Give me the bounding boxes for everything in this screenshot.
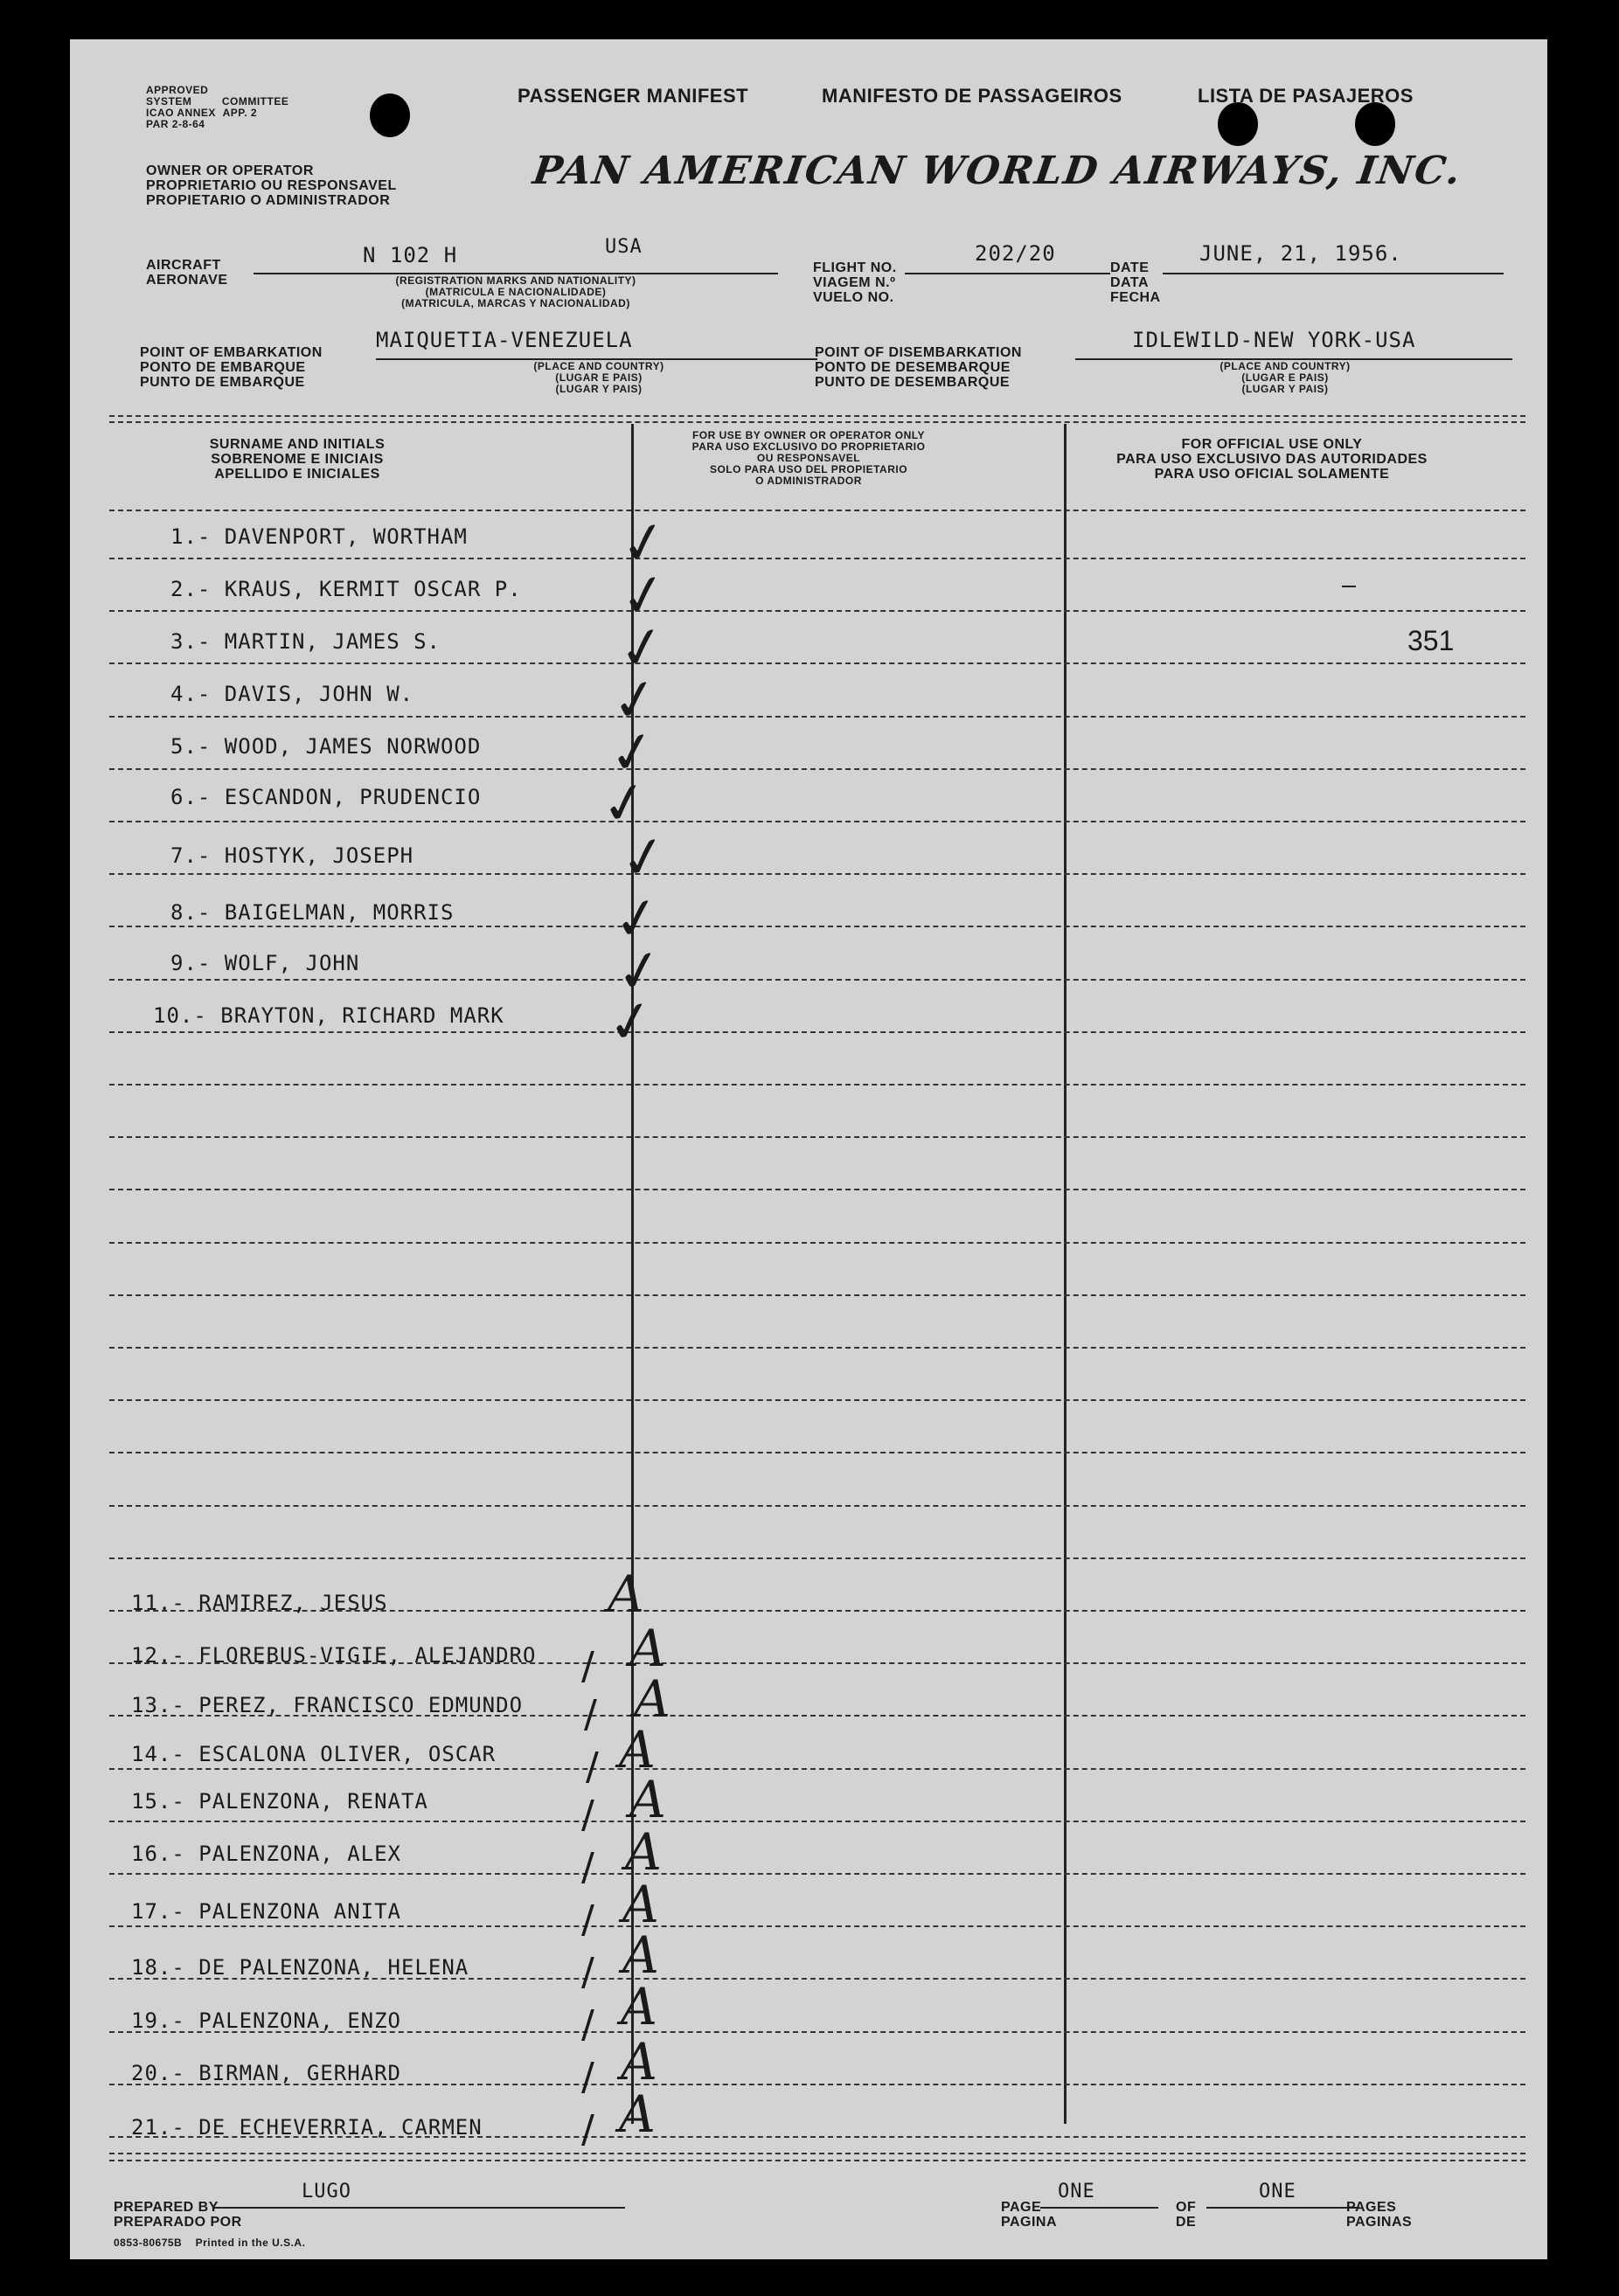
column-header-line: SURNAME AND INITIALS — [209, 437, 386, 452]
passenger-row: 2.- KRAUS, KERMIT OSCAR P. — [170, 577, 522, 601]
page-label — [1001, 2200, 1057, 2230]
column-header-line: FOR OFFICIAL USE ONLY — [1181, 437, 1363, 452]
table-bottom-rule — [109, 2160, 1525, 2161]
row-rule — [109, 1821, 1525, 1822]
check-mark: ✓ — [601, 986, 660, 1059]
aircraft-label — [146, 258, 228, 288]
column-header-line: PARA USO EXCLUSIVO DAS AUTORIDADES — [1116, 452, 1428, 467]
row-rule — [109, 873, 1525, 875]
embark-label-line: POINT OF EMBARKATION — [140, 345, 323, 360]
passenger-row: 19.- PALENZONA, ENZO — [131, 2008, 401, 2033]
disembark-value: IDLEWILD-NEW YORK-USA — [1132, 328, 1416, 352]
slash-mark: / — [581, 2055, 594, 2099]
row-rule — [109, 1031, 1525, 1033]
handwritten-a-mark: A — [619, 2084, 656, 2144]
row-rule — [109, 1399, 1525, 1401]
disembark-sublabel — [1158, 361, 1412, 395]
row-rule — [109, 1084, 1525, 1086]
of-label — [1176, 2200, 1196, 2230]
punch-hole — [370, 94, 410, 137]
airline-name: PAN AMERICAN WORLD AIRWAYS, INC. — [530, 149, 1465, 193]
official-note: 351 — [1407, 625, 1455, 656]
embark-sublabel-line: (LUGAR E PAIS) — [555, 371, 643, 384]
title-es: LISTA DE PASAJEROS — [1198, 85, 1414, 107]
passenger-row: 21.- DE ECHEVERRIA, CARMEN — [131, 2115, 483, 2140]
passenger-row: 9.- WOLF, JOHN — [170, 951, 360, 975]
aircraft-sublabel — [323, 275, 708, 309]
passenger-row: 16.- PALENZONA, ALEX — [131, 1842, 401, 1866]
column-header-line: O ADMINISTRADOR — [755, 475, 862, 487]
check-mark: ✓ — [610, 935, 669, 1009]
disembark-sublabel-line: (LUGAR E PAIS) — [1241, 371, 1329, 384]
header-bottom-rule — [109, 510, 1525, 511]
disembark-label-line: POINT OF DISEMBARKATION — [815, 345, 1022, 360]
approval-line: SYSTEM COMMITTEE — [146, 95, 289, 108]
embark-value: MAIQUETIA-VENEZUELA — [376, 328, 633, 352]
date-label-line: DATE — [1110, 260, 1150, 275]
handwritten-a-mark: A — [621, 2032, 657, 2091]
row-rule — [109, 1242, 1525, 1244]
check-mark: ✓ — [606, 664, 664, 738]
approval-line: ICAO ANNEX APP. 2 — [146, 107, 258, 119]
approval-line: PAR 2-8-64 — [146, 118, 205, 130]
passenger-row: 11.- RAMIREZ, JESUS — [131, 1591, 388, 1615]
flight-underline — [905, 273, 1110, 274]
column-header-line: APELLIDO E INICIALES — [214, 467, 380, 482]
date-label-line: DATA — [1110, 275, 1150, 290]
embark-sublabel — [472, 361, 726, 395]
embark-label-line: PONTO DE EMBARQUE — [140, 360, 306, 375]
column-header-line: PARA USO EXCLUSIVO DO PROPRIETARIO — [691, 440, 926, 453]
flight-label — [813, 260, 897, 305]
pages-label-line: PAGES — [1346, 2200, 1397, 2215]
passenger-row: 18.- DE PALENZONA, HELENA — [131, 1955, 469, 1980]
passenger-row: 20.- BIRMAN, GERHARD — [131, 2061, 401, 2085]
column-header-official — [1067, 437, 1477, 482]
disembark-label — [815, 345, 1022, 390]
slash-mark: / — [586, 1745, 599, 1789]
slash-mark: / — [581, 2107, 594, 2152]
row-rule — [109, 1347, 1525, 1349]
handwritten-a-mark: A — [629, 1770, 666, 1829]
disembark-label-line: PUNTO DE DESEMBARQUE — [815, 375, 1011, 390]
handwritten-a-mark: A — [622, 1925, 659, 1985]
check-mark: ✓ — [615, 559, 673, 633]
date-label-line: FECHA — [1110, 290, 1161, 305]
of-label-line: OF — [1176, 2200, 1197, 2215]
passenger-row: 12.- FLOREBUS-VIGIE, ALEJANDRO — [131, 1643, 537, 1668]
column-header-line: SOBRENOME E INICIAIS — [211, 452, 384, 467]
disembark-label-line: PONTO DE DESEMBARQUE — [815, 360, 1011, 375]
flight-label-line: VUELO NO. — [813, 290, 894, 305]
owner-label-line: PROPIETARIO O ADMINISTRADOR — [146, 193, 391, 208]
handwritten-a-mark: A — [634, 1669, 671, 1729]
column-header-line: SOLO PARA USO DEL PROPIETARIO — [709, 463, 908, 475]
row-rule — [109, 1873, 1525, 1875]
embark-label-line: PUNTO DE EMBARQUE — [140, 375, 305, 390]
passenger-row: 17.- PALENZONA ANITA — [131, 1899, 401, 1924]
prepared-value: LUGO — [302, 2181, 351, 2202]
official-dash — [1342, 586, 1356, 587]
embark-sublabel-line: (LUGAR Y PAIS) — [555, 383, 643, 395]
page-label-line: PAGINA — [1001, 2215, 1058, 2230]
column-header-owner — [625, 430, 992, 487]
manifest-sheet — [70, 39, 1547, 2259]
passenger-row: 3.- MARTIN, JAMES S. — [170, 629, 441, 654]
punch-hole — [1355, 102, 1395, 146]
slash-mark: / — [581, 1793, 594, 1837]
page-underline — [1040, 2207, 1158, 2209]
slash-mark: / — [581, 1845, 594, 1890]
date-value: JUNE, 21, 1956. — [1199, 241, 1402, 266]
passenger-row: 4.- DAVIS, JOHN W. — [170, 682, 414, 706]
printed-text: Printed in the U.S.A. — [195, 2237, 306, 2249]
approval-line: APPROVED — [146, 84, 209, 96]
disembark-sublabel-line: (PLACE AND COUNTRY) — [1219, 360, 1351, 372]
aircraft-sublabel-line: (MATRICULA E NACIONALIDADE) — [425, 286, 607, 298]
slash-mark: / — [581, 2002, 594, 2047]
handwritten-a-mark: A — [619, 1720, 656, 1779]
form-number — [114, 2237, 305, 2249]
slash-mark: / — [581, 1897, 594, 1942]
handwritten-a-mark: A — [629, 1619, 666, 1678]
row-rule — [109, 821, 1525, 822]
aircraft-label-line: AIRCRAFT — [146, 258, 221, 273]
check-mark: ✓ — [615, 507, 673, 580]
check-mark: ✓ — [595, 767, 654, 841]
table-top-rule — [109, 421, 1525, 423]
row-rule — [109, 979, 1525, 981]
page-value: ONE — [1058, 2181, 1095, 2202]
prepared-label — [114, 2200, 242, 2230]
of-label-line: DE — [1176, 2215, 1197, 2230]
aircraft-registration: N 102 H — [363, 243, 458, 267]
passenger-row: 14.- ESCALONA OLIVER, OSCAR — [131, 1742, 497, 1766]
handwritten-a-mark: A — [625, 1822, 662, 1882]
row-rule — [109, 768, 1525, 770]
column-header-line: FOR USE BY OWNER OR OPERATOR ONLY — [691, 429, 926, 441]
column-header-line: PARA USO OFICIAL SOLAMENTE — [1154, 467, 1390, 482]
check-mark: ✓ — [603, 717, 662, 790]
table-top-rule — [109, 415, 1525, 417]
column-header-line: OU RESPONSAVEL — [756, 452, 861, 464]
of-value: ONE — [1259, 2181, 1296, 2202]
handwritten-a-mark: A — [622, 1875, 659, 1934]
pages-label-line: PAGINAS — [1346, 2215, 1413, 2230]
prepared-label-line: PREPARADO POR — [114, 2215, 242, 2230]
passenger-row: 6.- ESCANDON, PRUDENCIO — [170, 785, 482, 809]
row-rule — [109, 1557, 1525, 1559]
column-divider — [1064, 424, 1067, 2124]
date-underline — [1163, 273, 1504, 274]
column-header-names — [157, 437, 437, 482]
punch-hole — [1218, 102, 1258, 146]
slash-mark: / — [581, 1644, 594, 1689]
row-rule — [109, 926, 1525, 927]
aircraft-nationality: USA — [605, 236, 643, 258]
approval-block — [146, 85, 288, 130]
passenger-row: 10.- BRAYTON, RICHARD MARK — [153, 1003, 504, 1028]
row-rule — [109, 610, 1525, 612]
pages-label — [1346, 2200, 1412, 2230]
embark-sublabel-line: (PLACE AND COUNTRY) — [533, 360, 664, 372]
check-mark: ✓ — [615, 822, 673, 895]
prepared-label-line: PREPARED BY — [114, 2200, 219, 2215]
passenger-row: 1.- DAVENPORT, WORTHAM — [170, 524, 468, 549]
page-label-line: PAGE — [1001, 2200, 1042, 2215]
aircraft-sublabel-line: (REGISTRATION MARKS AND NATIONALITY) — [395, 274, 636, 287]
row-rule — [109, 1768, 1525, 1770]
embark-label — [140, 345, 323, 390]
passenger-row: 5.- WOOD, JAMES NORWOOD — [170, 734, 482, 759]
owner-label-line: OWNER OR OPERATOR — [146, 163, 314, 178]
aircraft-sublabel-line: (MATRICULA, MARCAS Y NACIONALIDAD) — [401, 297, 630, 309]
row-rule — [109, 1505, 1525, 1507]
title-en: PASSENGER MANIFEST — [518, 85, 749, 107]
row-rule — [109, 1925, 1525, 1927]
check-mark: ✓ — [608, 883, 666, 956]
check-mark: ✓ — [613, 612, 671, 685]
handwritten-a-mark: A — [608, 1564, 644, 1624]
slash-mark: / — [584, 1692, 597, 1737]
row-rule — [109, 716, 1525, 718]
of-underline — [1206, 2207, 1359, 2209]
handwritten-a-mark: A — [621, 1977, 657, 2036]
form-number-text: 0853-80675B — [114, 2237, 183, 2249]
row-rule — [109, 662, 1525, 664]
owner-label — [146, 163, 397, 208]
row-rule — [109, 1136, 1525, 1138]
flight-number: 202/20 — [975, 241, 1056, 266]
passenger-row: 13.- PEREZ, FRANCISCO EDMUNDO — [131, 1693, 524, 1717]
prepared-underline — [214, 2207, 625, 2209]
flight-label-line: FLIGHT NO. — [813, 260, 897, 275]
flight-label-line: VIAGEM N.º — [813, 275, 896, 290]
owner-label-line: PROPRIETARIO OU RESPONSAVEL — [146, 178, 397, 193]
table-bottom-rule — [109, 2153, 1525, 2154]
row-rule — [109, 1189, 1525, 1190]
disembark-sublabel-line: (LUGAR Y PAIS) — [1241, 383, 1329, 395]
passenger-row: 15.- PALENZONA, RENATA — [131, 1789, 428, 1814]
slash-mark: / — [581, 1950, 594, 1994]
title-pt: MANIFESTO DE PASSAGEIROS — [822, 85, 1122, 107]
row-rule — [109, 1294, 1525, 1296]
passenger-row: 8.- BAIGELMAN, MORRIS — [170, 900, 455, 925]
row-rule — [109, 558, 1525, 559]
passenger-row: 7.- HOSTYK, JOSEPH — [170, 843, 414, 868]
row-rule — [109, 1452, 1525, 1453]
date-label — [1110, 260, 1161, 305]
aircraft-label-line: AERONAVE — [146, 273, 228, 288]
